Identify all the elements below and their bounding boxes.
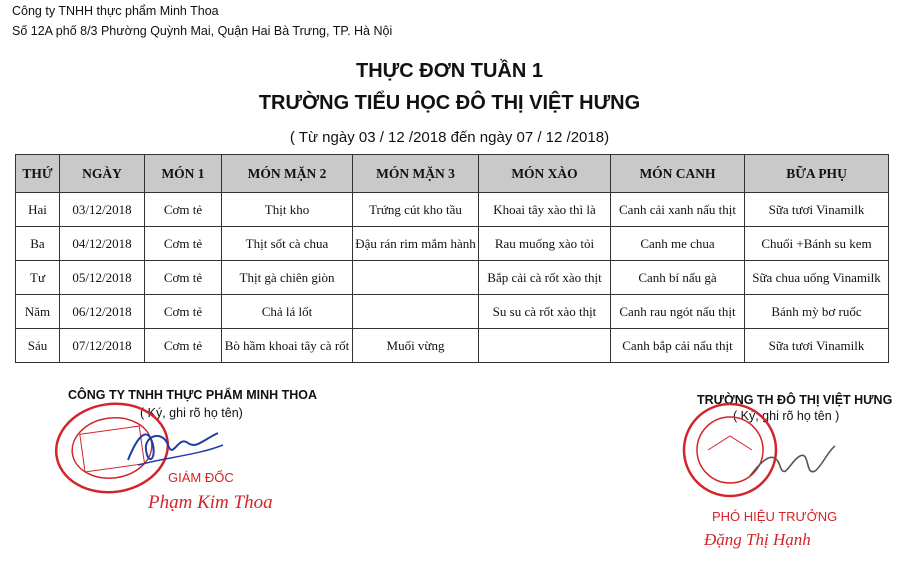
table-cell: Chả lá lốt: [222, 295, 353, 329]
vice-principal-title: PHÓ HIỆU TRƯỞNG: [712, 509, 838, 524]
table-cell: Bánh mỳ bơ ruốc: [745, 295, 889, 329]
table-cell: Cơm tẻ: [145, 193, 222, 227]
table-header-row: [16, 155, 889, 193]
company-name: Công ty TNHH thực phẩm Minh Thoa: [12, 4, 219, 18]
table-cell: Bò hầm khoai tây cà rốt: [222, 329, 353, 363]
col-header: MÓN CANH: [611, 155, 745, 193]
vice-principal-signature-icon: [740, 436, 840, 496]
table-cell: Năm: [16, 295, 60, 329]
table-cell: 06/12/2018: [60, 295, 145, 329]
menu-table: [15, 154, 889, 363]
table-row: [16, 261, 889, 295]
table-cell: Canh rau ngót nấu thịt: [611, 295, 745, 329]
table-cell: Sữa tươi Vinamilk: [745, 329, 889, 363]
col-header: MÓN MẶN 2: [222, 155, 353, 193]
company-address: Số 12A phố 8/3 Phường Quỳnh Mai, Quận Hai Bà Trưng, TP. Hà Nội: [12, 24, 393, 38]
table-cell: Rau muống xào tỏi: [479, 227, 611, 261]
table-cell: Sữa chua uống Vinamilk: [745, 261, 889, 295]
table-cell: 07/12/2018: [60, 329, 145, 363]
col-header: THỨ: [16, 155, 60, 193]
table-cell: Bắp cải cà rốt xào thịt: [479, 261, 611, 295]
table-cell: [353, 261, 479, 295]
signer-company-left: CÔNG TY TNHH THỰC PHẨM MINH THOA: [68, 388, 318, 402]
signer-note-left: ( Ký, ghi rõ họ tên): [140, 406, 243, 420]
director-name: Phạm Kim Thoa: [148, 492, 273, 513]
col-header: MÓN MẶN 3: [353, 155, 479, 193]
vice-principal-name: Đặng Thị Hạnh: [704, 530, 811, 549]
table-cell: Trứng cút kho tầu: [353, 193, 479, 227]
table-cell: [479, 329, 611, 363]
school-title: TRƯỜNG TIỂU HỌC ĐÔ THỊ VIỆT HƯNG: [258, 92, 641, 114]
col-header: MÓN XÀO: [479, 155, 611, 193]
table-cell: 04/12/2018: [60, 227, 145, 261]
signer-company-right: TRƯỜNG TH ĐÔ THỊ VIỆT HƯNG: [697, 393, 893, 407]
table-cell: Khoai tây xào thì là: [479, 193, 611, 227]
table-cell: Chuối +Bánh su kem: [745, 227, 889, 261]
table-cell: Canh bắp cải nấu thịt: [611, 329, 745, 363]
table-row: [16, 329, 889, 363]
table-cell: Hai: [16, 193, 60, 227]
table-cell: Su su cà rốt xào thịt: [479, 295, 611, 329]
table-cell: Sữa tươi Vinamilk: [745, 193, 889, 227]
table-row: [16, 193, 889, 227]
table-cell: Canh bí nấu gà: [611, 261, 745, 295]
col-header: BỮA PHỤ: [745, 155, 889, 193]
table-cell: Thịt gà chiên giòn: [222, 261, 353, 295]
table-row: [16, 227, 889, 261]
director-signature-icon: [118, 415, 228, 475]
menu-title: THỰC ĐƠN TUẦN 1: [356, 60, 543, 82]
table-cell: Cơm tẻ: [145, 295, 222, 329]
table-cell: Canh me chua: [611, 227, 745, 261]
table-cell: Ba: [16, 227, 60, 261]
table-row: [16, 295, 889, 329]
director-title: GIÁM ĐỐC: [168, 470, 234, 485]
table-cell: Thịt kho: [222, 193, 353, 227]
col-header: NGÀY: [60, 155, 145, 193]
date-range: ( Từ ngày 03 / 12 /2018 đến ngày 07 / 12 /2018): [289, 129, 610, 146]
table-cell: Cơm tẻ: [145, 329, 222, 363]
signer-note-right: ( Ký, ghi rõ họ tên ): [733, 409, 840, 423]
table-cell: Muối vừng: [353, 329, 479, 363]
table-cell: Sáu: [16, 329, 60, 363]
table-cell: Đậu rán rim mắm hành: [353, 227, 479, 261]
table-cell: Thịt sốt cà chua: [222, 227, 353, 261]
table-cell: [353, 295, 479, 329]
table-cell: Cơm tẻ: [145, 261, 222, 295]
table-cell: Tư: [16, 261, 60, 295]
table-cell: 05/12/2018: [60, 261, 145, 295]
table-cell: Cơm tẻ: [145, 227, 222, 261]
table-cell: Canh cải xanh nấu thịt: [611, 193, 745, 227]
table-cell: 03/12/2018: [60, 193, 145, 227]
col-header: MÓN 1: [145, 155, 222, 193]
